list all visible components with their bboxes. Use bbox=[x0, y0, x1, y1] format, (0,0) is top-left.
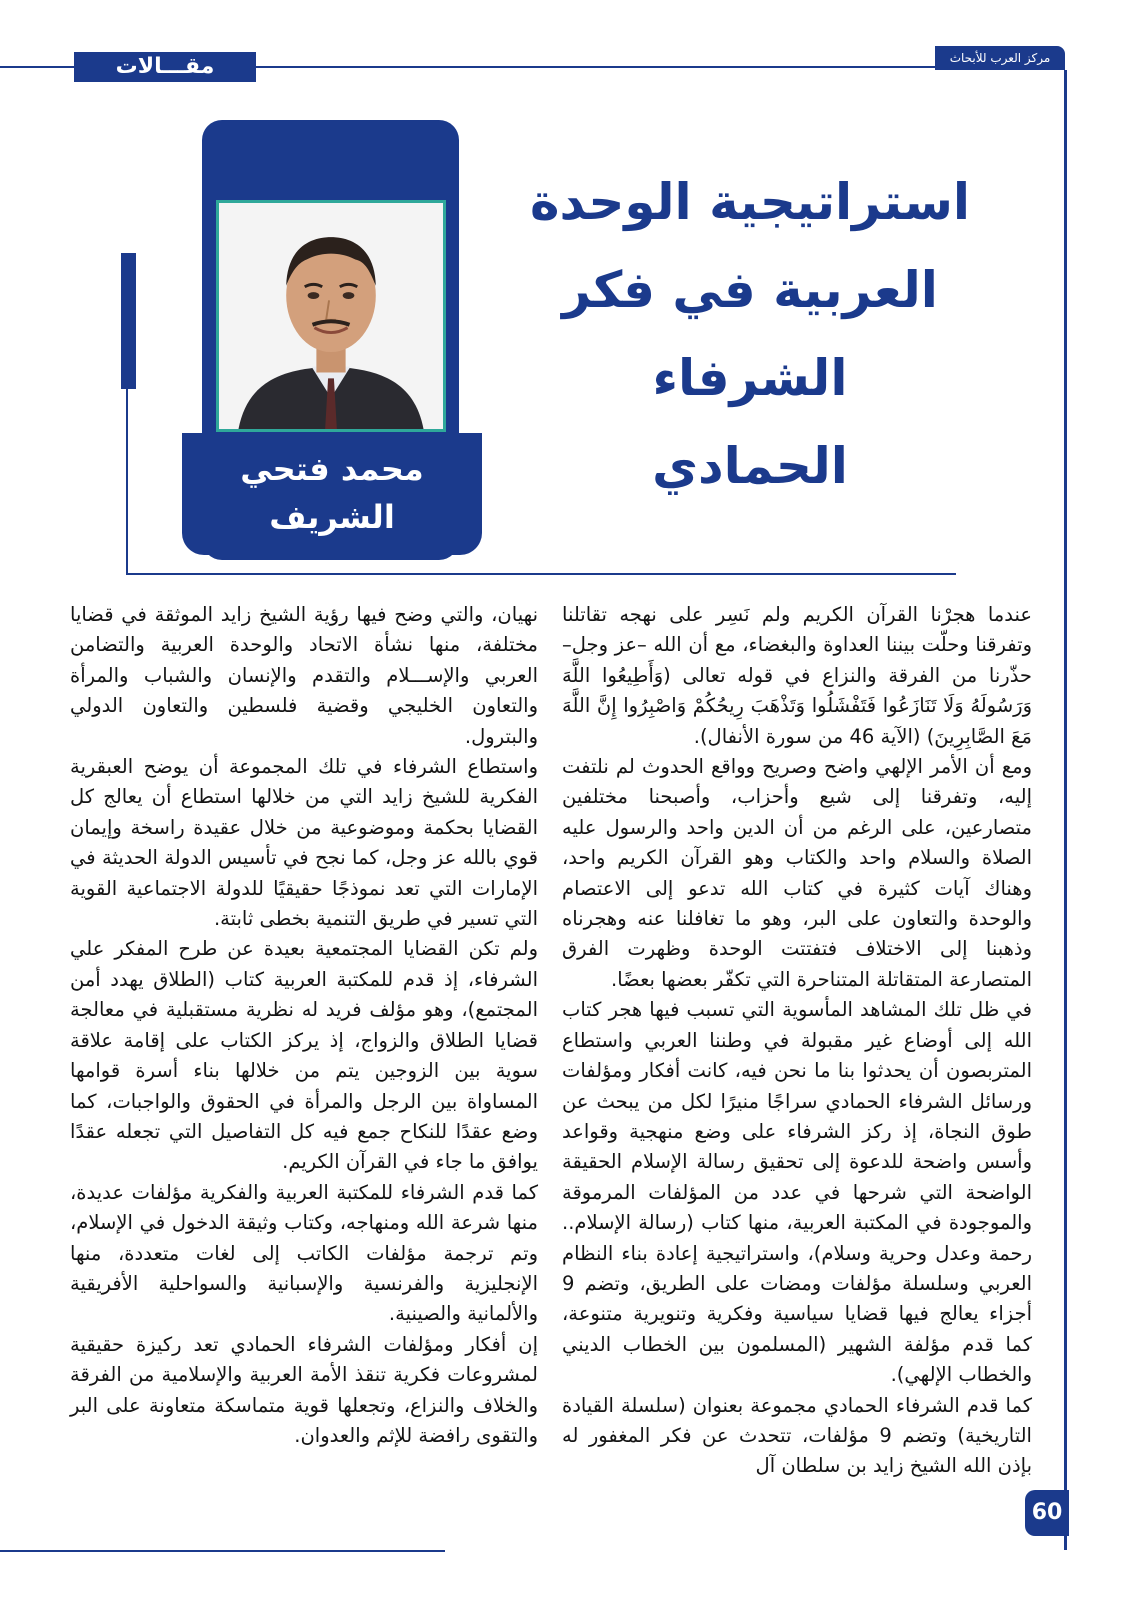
title-line: العربية في فكر الشرفاء bbox=[562, 261, 938, 407]
footer-rule bbox=[0, 1550, 445, 1552]
page-frame-right bbox=[1064, 70, 1067, 1550]
section-divider bbox=[126, 573, 956, 575]
paragraph: كما قدم الشرفاء للمكتبة العربية والفكرية مؤلفات عديدة، منها شرعة الله ومنهاجه، وكتاب وثيقة الدخول في الإسلام، وتم ترجمة مؤلفات الكاتب إلى لغات متعددة، منها الإنجليزية والفرنسية والإسبانية والسواحلية الأفريقية والألمانية والصينية. bbox=[70, 1180, 538, 1326]
paragraph: في ظل تلك المشاهد المأسوية التي تسبب فيها هجر كتاب الله إلى أوضاع غير مقبولة في وطننا العربي واستطاع المتربصون أن يحدثوا بنا ما نحن فيه، كانت أفكار ومؤلفات ورسائل الشرفاء الحمادي سراجًا منيرًا لكل من يبحث عن طوق النجاة، إذ ركز الشرفاء على وضع منهجية وقواعد وأسس واضحة للدعوة إلى تحقيق رسالة الإسلام الحقيقة الواضحة التي شرحها في عدد من المؤلفات المرموقة والموجودة في المكتبة العربية، منها كتاب (رسالة الإسلام.. رحمة وعدل وحرية وسلام)، واستراتيجية إعادة بناء النظام العربي وسلسلة مؤلفات ومضات على الطريق، وتضم 9 أجزاء يعالج فيها قضايا سياسية وفكرية وتنويرية متنوعة، كما قدم مؤلفة الشهير (المسلمون بين الخطاب الديني والخطاب الإلهي). bbox=[562, 998, 1032, 1387]
page-number: 60 bbox=[1025, 1490, 1069, 1536]
author-name-line: محمد فتحي bbox=[240, 450, 424, 488]
paragraph: عندما هجرْنا القرآن الكريم ولم نَسِر على نهجه تقاتلنا وتفرقنا وحلّت بيننا العداوة والبغضاء، مع أن الله –عز وجل– حذّرنا من الفرقة والنزاع في قوله تعالى (وَأَطِيعُوا اللَّهَ وَرَسُولَهُ وَلَا تَنَازَعُوا فَتَفْشَلُوا وَتَذْهَبَ رِيحُكُمْ وَاصْبِرُوا إِنَّ اللَّهَ مَعَ الصَّابِرِينَ) (الآية 46 من سورة الأنفال). bbox=[562, 603, 1032, 748]
paragraph: نهيان، والتي وضح فيها رؤية الشيخ زايد الموثقة في قضايا مختلفة، منها نشأة الاتحاد والوحدة العربية والتضامن العربي والإســـلام والتقدم والإنسان والشباب والمرأة والتعاون الخليجي وقضية فلسطين والتعاون الدولي والبترول. bbox=[70, 603, 538, 748]
paragraph: ولم تكن القضايا المجتمعية بعيدة عن طرح المفكر علي الشرفاء، إذ قدم للمكتبة العربية كتاب (الطلاق يهدد أمن المجتمع)، وهو مؤلف فريد له نظرية مستقبلية في معالجة قضايا الطلاق والزواج، إذ يركز الكتاب على إقامة علاقة سوية بين الزوجين يتم من خلالها بناء أسرة قوامها المساواة بين الرجل والمرأة في الحقوق والواجبات، كما وضع عقدًا للنكاح جمع فيه كل التفاصيل التي تجعله عقدًا يوافق ما جاء في القرآن الكريم. bbox=[70, 937, 538, 1174]
accent-bar bbox=[121, 253, 136, 389]
article-column-left bbox=[70, 600, 538, 1451]
article-column-right bbox=[562, 600, 1032, 1482]
paragraph: كما قدم الشرفاء الحمادي مجموعة بعنوان (سلسلة القيادة التاريخية) وتضم 9 مؤلفات، تتحدث عن فكر المغفور له بإذن الله الشيخ زايد بن سلطان آل bbox=[562, 1393, 1032, 1478]
paragraph: واستطاع الشرفاء في تلك المجموعة أن يوضح العبقرية الفكرية للشيخ زايد التي من خلالها استطاع أن يعالج كل القضايا بحكمة وموضوعية من خلال عقيدة راسخة وإيمان قوي بالله عز وجل، كما نجح في تأسيس الدولة الحديثة في الإمارات التي تعد نموذجًا حقيقيًا للدولة الاجتماعية القوية التي تسير في طريق التنمية بخطى ثابتة. bbox=[70, 755, 538, 931]
author-photo bbox=[216, 200, 446, 432]
publisher-badge: مركز العرب للأبحاث bbox=[935, 46, 1065, 70]
author-name bbox=[182, 433, 482, 555]
accent-line bbox=[126, 389, 128, 575]
paragraph: إن أفكار ومؤلفات الشرفاء الحمادي تعد ركيزة حقيقية لمشروعات فكرية تنقذ الأمة العربية والإسلامية من الفرقة والخلاف والنزاع، وتجعلها قوية متماسكة متعاونة على البر والتقوى رافضة للإثم والعدوان. bbox=[70, 1332, 538, 1447]
article-title bbox=[500, 158, 1000, 510]
section-logo: مقـــالات bbox=[74, 52, 256, 82]
title-line: استراتيجية الوحدة bbox=[529, 173, 970, 231]
author-name-line: الشريف bbox=[269, 498, 395, 536]
header-rule-left bbox=[0, 66, 74, 68]
paragraph: ومع أن الأمر الإلهي واضح وصريح وواقع الحدوث لم نلتفت إليه، وتفرقنا إلى شيع وأحزاب، وأصبحنا مختلفين متصارعين، على الرغم من أن الدين واحد والرسول عليه الصلاة والسلام واحد والكتاب وهو القرآن الكريم واحد، وهناك آيات كثيرة في كتاب الله تدعو إلى الاعتصام والوحدة والتعاون على البر، وهو ما تغافلنا عنه وهجرناه وذهبنا إلى الاختلاف فتفتتت الوحدة وظهرت الفرق المتصارعة المتقاتلة المتناحرة التي تكفّر بعضها بعضًا. bbox=[562, 755, 1032, 991]
title-line: الحمادي bbox=[652, 437, 848, 495]
header-rule bbox=[255, 66, 945, 68]
author-portrait-image bbox=[219, 203, 443, 429]
